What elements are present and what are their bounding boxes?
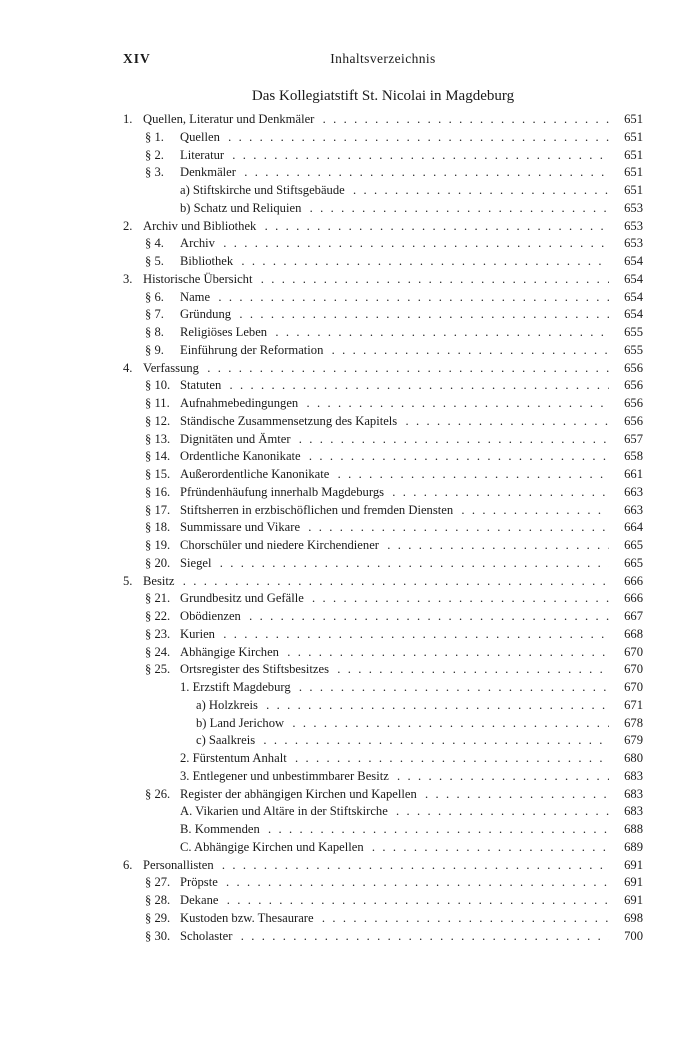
entry-label: Chorschüler und niedere Kirchendiener	[180, 538, 379, 552]
toc-entry	[123, 395, 643, 413]
entry-label: Historische Übersicht	[143, 271, 253, 286]
entry-page-number: 666	[611, 573, 643, 591]
section-number: § 3.	[145, 165, 164, 180]
entry-page-number: 691	[611, 892, 643, 910]
section-number: § 30.	[145, 928, 171, 943]
section-number: § 13.	[145, 431, 171, 446]
entry-label: Literatur	[180, 147, 225, 162]
entry-page-number: 654	[611, 306, 643, 324]
entry-page-number: 655	[611, 324, 643, 342]
entry-label: Ordentliche Kanonikate	[180, 449, 301, 464]
section-number: § 21.	[145, 591, 171, 606]
entry-page-number: 654	[611, 253, 643, 271]
entry-page-number: 670	[611, 679, 643, 697]
section-number: § 24.	[145, 644, 171, 659]
entry-label: a) Stiftskirche und Stiftsgebäude	[180, 183, 345, 197]
entry-page-number: 665	[611, 555, 643, 573]
entry-label: a) Holzkreis	[196, 697, 258, 712]
section-number: § 2.	[145, 147, 164, 162]
section-number: § 4.	[145, 236, 164, 251]
section-number: § 1.	[145, 129, 164, 144]
toc-entry	[123, 786, 643, 804]
entry-page-number: 688	[611, 821, 643, 839]
entry-page-number: 663	[611, 502, 643, 520]
chapter-number: 4.	[123, 360, 133, 375]
section-number: § 27.	[145, 875, 171, 890]
section-number: § 14.	[145, 449, 171, 464]
section-number: § 9.	[145, 342, 164, 357]
section-number: § 29.	[145, 910, 171, 925]
toc-entry	[123, 874, 643, 892]
entry-label: Name	[180, 289, 211, 304]
entry-page-number: 653	[611, 200, 643, 218]
toc-entry	[123, 200, 643, 218]
entry-label: Personallisten	[143, 857, 214, 872]
entry-label: Dignitäten und Ämter	[180, 431, 291, 446]
entry-label: Archiv	[180, 236, 215, 251]
chapter-number: 6.	[123, 857, 133, 872]
entry-label: Grundbesitz und Gefälle	[180, 591, 304, 606]
toc-entry	[123, 502, 643, 520]
section-number: § 8.	[145, 325, 164, 339]
entry-label: Gründung	[180, 307, 232, 322]
entry-page-number: 656	[611, 395, 643, 413]
toc-entry	[123, 697, 643, 715]
entry-label: 3. Entlegener und unbestimmbarer Besitz	[180, 768, 389, 783]
toc-entry	[123, 271, 643, 289]
toc-entry	[123, 306, 643, 324]
entry-label: Religiöses Leben	[180, 325, 268, 339]
entry-label: Obödienzen	[180, 609, 241, 623]
toc-entry	[123, 644, 643, 662]
toc-entry	[123, 377, 643, 395]
entry-label: c) Saalkreis	[196, 733, 256, 748]
entry-page-number: 656	[611, 360, 643, 378]
toc-entry	[123, 732, 643, 750]
toc-entry	[123, 253, 643, 271]
section-title: Das Kollegiatstift St. Nicolai in Magdeburg	[251, 88, 515, 104]
entry-label: b) Land Jerichow	[196, 715, 285, 730]
toc-entry	[123, 715, 643, 733]
entry-page-number: 651	[611, 147, 643, 165]
toc-entry	[123, 608, 643, 626]
toc-entry	[123, 147, 643, 165]
entry-label: Siegel	[180, 555, 212, 570]
entry-label: 1. Erzstift Magdeburg	[180, 680, 291, 694]
toc-entry	[123, 164, 643, 182]
toc-entry	[123, 289, 643, 307]
entry-label: Stiftsherren in erzbischöflichen und fremden Diensten	[180, 502, 454, 517]
toc-entry	[123, 431, 643, 449]
toc-entry	[123, 928, 643, 946]
entry-label: Ständische Zusammensetzung des Kapitels	[180, 413, 398, 428]
section-number: § 26.	[145, 786, 171, 801]
entry-label: 2. Fürstentum Anhalt	[180, 751, 287, 765]
section-number: § 7.	[145, 307, 164, 322]
section-number: § 28.	[145, 893, 171, 907]
entry-page-number: 651	[611, 164, 643, 182]
section-number: § 20.	[145, 555, 171, 570]
section-number: § 18.	[145, 520, 171, 535]
section-number: § 22.	[145, 609, 171, 623]
toc-entry	[123, 537, 643, 555]
entry-page-number: 661	[611, 466, 643, 484]
entry-page-number: 664	[611, 519, 643, 537]
entry-page-number: 656	[611, 377, 643, 395]
toc-entry	[123, 857, 643, 875]
toc-entry	[123, 448, 643, 466]
entry-page-number: 683	[611, 803, 643, 821]
entry-page-number: 653	[611, 235, 643, 253]
entry-label: Summissare und Vikare	[180, 520, 301, 535]
entry-page-number: 679	[611, 732, 643, 750]
entry-page-number: 691	[611, 874, 643, 892]
entry-label: Einführung der Reformation	[180, 342, 324, 357]
toc-entry	[123, 626, 643, 644]
entry-page-number: 653	[611, 218, 643, 236]
entry-page-number: 655	[611, 342, 643, 360]
entry-label: Außerordentliche Kanonikate	[180, 467, 330, 481]
entry-page-number: 666	[611, 590, 643, 608]
toc-entry	[123, 519, 643, 537]
entry-page-number: 668	[611, 626, 643, 644]
toc-entry	[123, 324, 643, 342]
running-title: Inhaltsverzeichnis	[330, 51, 436, 66]
toc-entry	[123, 111, 643, 129]
section-number: § 23.	[145, 626, 171, 641]
section-number: § 19.	[145, 538, 171, 552]
entry-label: Kurien	[180, 626, 215, 641]
entry-page-number: 651	[611, 111, 643, 129]
section-number: § 6.	[145, 289, 164, 304]
toc-entry	[123, 573, 643, 591]
section-number: § 5.	[145, 254, 164, 268]
page-number: XIV	[123, 51, 151, 66]
toc-entry	[123, 839, 643, 857]
entry-label: Scholaster	[180, 928, 233, 943]
entry-page-number: 651	[611, 182, 643, 200]
entry-label: Quellen, Literatur und Denkmäler	[143, 112, 315, 126]
section-number: § 16.	[145, 484, 171, 499]
toc-entry	[123, 218, 643, 236]
toc-entry	[123, 466, 643, 484]
entry-label: C. Abhängige Kirchen und Kapellen	[180, 839, 364, 854]
chapter-number: 5.	[123, 573, 133, 588]
toc-entry	[123, 413, 643, 431]
entry-page-number: 667	[611, 608, 643, 626]
toc-entry	[123, 661, 643, 679]
entry-label: Pröpste	[180, 875, 218, 890]
entry-page-number: 665	[611, 537, 643, 555]
entry-page-number: 670	[611, 644, 643, 662]
entry-page-number: 683	[611, 786, 643, 804]
chapter-number: 3.	[123, 271, 133, 286]
section-number: § 10.	[145, 378, 171, 393]
entry-page-number: 680	[611, 750, 643, 768]
entry-label: Kustoden bzw. Thesaurare	[180, 910, 314, 925]
toc-entry	[123, 484, 643, 502]
entry-label: Verfassung	[143, 360, 199, 375]
toc-entry	[123, 360, 643, 378]
running-header	[123, 51, 643, 67]
entry-label: Dekane	[180, 893, 219, 907]
toc-entry	[123, 803, 643, 821]
entry-page-number: 691	[611, 857, 643, 875]
entry-label: Register der abhängigen Kirchen und Kapellen	[180, 786, 417, 801]
entry-label: Quellen	[180, 129, 220, 144]
toc-entry	[123, 892, 643, 910]
entry-page-number: 678	[611, 715, 643, 733]
entry-label: b) Schatz und Reliquien	[180, 200, 302, 215]
entry-page-number: 657	[611, 431, 643, 449]
toc-entry	[123, 235, 643, 253]
entry-page-number: 656	[611, 413, 643, 431]
toc-entry	[123, 821, 643, 839]
entry-label: Denkmäler	[180, 165, 236, 180]
toc-entry	[123, 768, 643, 786]
entry-label: Archiv und Bibliothek	[143, 218, 257, 233]
entry-page-number: 654	[611, 289, 643, 307]
entry-page-number: 671	[611, 697, 643, 715]
section-number: § 11.	[145, 396, 170, 410]
entry-page-number: 658	[611, 448, 643, 466]
section-number: § 25.	[145, 662, 171, 677]
entry-label: Ortsregister des Stiftsbesitzes	[180, 662, 329, 677]
entry-label: Besitz	[143, 573, 175, 588]
toc-entry	[123, 590, 643, 608]
entry-page-number: 700	[611, 928, 643, 946]
table-of-contents	[123, 111, 643, 945]
entry-label: Statuten	[180, 378, 222, 393]
entry-label: Bibliothek	[180, 254, 234, 268]
chapter-number: 1.	[123, 112, 133, 126]
toc-entry	[123, 555, 643, 573]
toc-entry	[123, 910, 643, 928]
toc-entry	[123, 342, 643, 360]
entry-page-number: 698	[611, 910, 643, 928]
entry-label: A. Vikarien und Altäre in der Stiftskirche	[180, 804, 388, 819]
section-number: § 12.	[145, 413, 171, 428]
toc-entry	[123, 679, 643, 697]
entry-label: Aufnahmebedingungen	[180, 396, 299, 410]
entry-page-number: 651	[611, 129, 643, 147]
entry-page-number: 654	[611, 271, 643, 289]
toc-entry	[123, 750, 643, 768]
chapter-number: 2.	[123, 218, 133, 233]
section-number: § 17.	[145, 502, 171, 517]
entry-label: Abhängige Kirchen	[180, 644, 279, 659]
entry-page-number: 689	[611, 839, 643, 857]
entry-label: Pfründenhäufung innerhalb Magdeburgs	[180, 484, 385, 499]
section-number: § 15.	[145, 467, 171, 481]
toc-entry	[123, 182, 643, 200]
toc-entry	[123, 129, 643, 147]
entry-label: B. Kommenden	[180, 822, 260, 836]
entry-page-number: 663	[611, 484, 643, 502]
entry-page-number: 670	[611, 661, 643, 679]
entry-page-number: 683	[611, 768, 643, 786]
